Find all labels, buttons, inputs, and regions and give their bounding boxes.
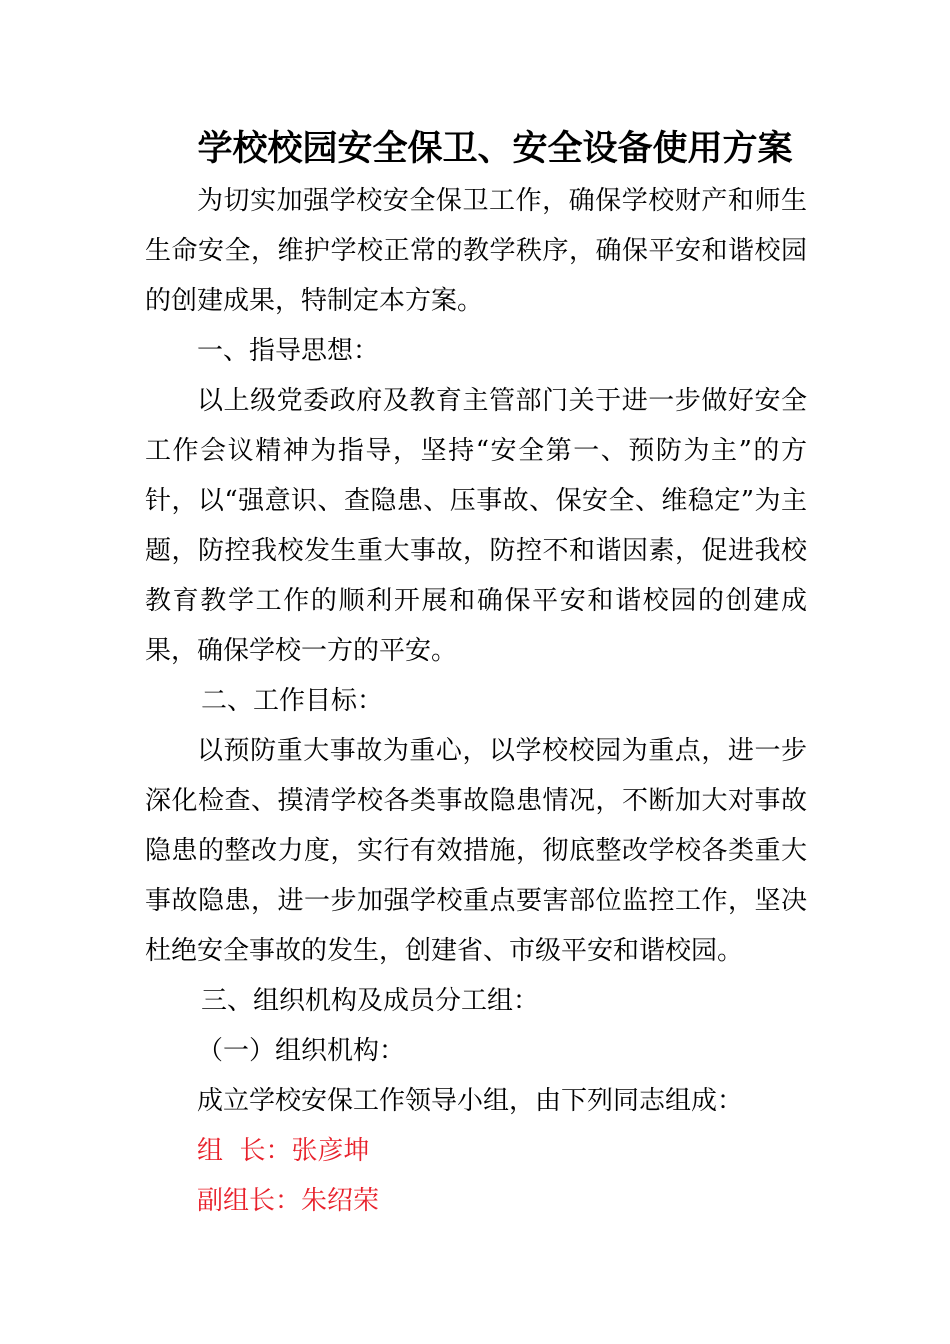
document-title: 学校校园安全保卫、安全设备使用方案 [197, 128, 793, 169]
deputy-leader-line: 副组长：朱绍荣 [197, 1186, 380, 1216]
document-body [145, 176, 807, 1226]
group-leader-line: 组 长：张彦坤 [197, 1136, 370, 1166]
subsection-heading-organization-structure: （一）组织机构： [197, 1036, 406, 1066]
section-heading-work-goals: 二、工作目标： [201, 686, 384, 716]
intro-paragraph: 为切实加强学校安全保卫工作，确保学校财产和师生生命安全，维护学校正常的教学秩序，确保平安和谐校园的创建成果，特制定本方案。 [145, 186, 807, 316]
section-heading-guiding-ideology: 一、指导思想： [197, 336, 380, 366]
work-goals-paragraph: 以预防重大事故为重心，以学校校园为重点，进一步深化检查、摸清学校各类事故隐患情况，不断加大对事故隐患的整改力度，实行有效措施，彻底整改学校各类重大事故隐患，进一步加强学校重点要害部位监控工作，坚决杜绝安全事故的发生，创建省、市级平安和谐校园。 [145, 736, 807, 966]
section-heading-organization: 三、组织机构及成员分工组： [201, 986, 540, 1016]
organization-intro-paragraph: 成立学校安保工作领导小组，由下列同志组成： [197, 1086, 744, 1116]
guiding-ideology-paragraph: 以上级党委政府及教育主管部门关于进一步做好安全工作会议精神为指导，坚持“安全第一、预防为主”的方针，以“强意识、查隐患、压事故、保安全、维稳定”为主题，防控我校发生重大事故，防控不和谐因素，促进我校教育教学工作的顺利开展和确保平安和谐校园的创建成果，确保学校一方的平安。 [145, 386, 807, 666]
